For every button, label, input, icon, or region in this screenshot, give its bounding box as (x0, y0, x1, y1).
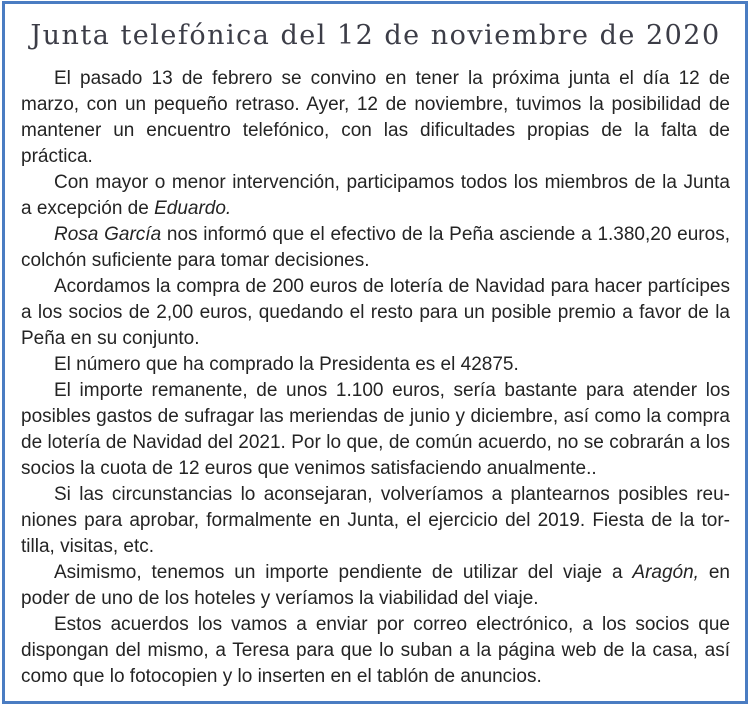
document-body (21, 66, 730, 690)
text-run: Si las circunstancias lo aconsejaran, volveríamos a plantearnos posibles reuniones para aprobar, formalmente en Junta, el ejercicio del 2019. Fiesta de la tortilla, visitas, etc. (21, 484, 730, 557)
text-run: El número que ha comprado la Presidenta es el 42875. (54, 354, 519, 375)
italic-text-run: Aragón, (632, 562, 699, 583)
document-frame (2, 1, 748, 704)
text-run: Estos acuerdos los vamos a enviar por correo electrónico, a los socios que dispongan del mismo, a Teresa para que lo suban a la página web de la casa, así como que lo fotocopien y lo inserten en el tablón de anuncios. (21, 614, 730, 687)
paragraph (21, 222, 730, 274)
paragraph (21, 170, 730, 222)
text-run: nos informó que el efectivo de la Peña asciende a 1.380,20 euros, colchón suficiente para tomar decisiones. (21, 224, 730, 271)
text-run: Acordamos la compra de 200 euros de lotería de Navidad para hacer partícipes a los socios de 2,00 euros, quedando el resto para un posible premio a favor de la Peña en su conjunto. (21, 276, 730, 349)
text-run: Asimismo, tenemos un importe pendiente de utilizar del viaje a (54, 562, 633, 583)
italic-text-run: Eduardo. (154, 198, 232, 219)
text-run: El importe remanente, de unos 1.100 euros, sería bastante para atender los posibles gastos de sufragar las meriendas de junio y diciembre, así como la compra de lotería de Navidad del 2021. Por lo que, de común acuerdo, no se cobrarán a los socios la cuota de 12 euros que venimos satisfaciendo anualmente.. (21, 380, 730, 479)
paragraph (21, 482, 730, 560)
paragraph (21, 560, 730, 612)
document-title: Junta telefónica del 12 de noviembre de 2020 (30, 20, 721, 51)
paragraph (21, 274, 730, 352)
text-run: El pasado 13 de febrero se convino en tener la próxima junta el día 12 de marzo, con un pequeño retraso. Ayer, 12 de noviembre, tuvimos la posibilidad de mantener un encuentro telefónico, con las dificultades propias de la falta de práctica. (21, 68, 730, 167)
paragraph (21, 612, 730, 690)
paragraph (21, 352, 730, 378)
text-run: en poder de uno de los hoteles y veríamos la viabilidad del viaje. (21, 562, 730, 609)
italic-text-run: Rosa García (54, 224, 162, 245)
paragraph (21, 66, 730, 170)
text-run: Con mayor o menor intervención, participamos todos los miembros de la Junta a excepción de (21, 172, 730, 219)
paragraph (21, 378, 730, 482)
